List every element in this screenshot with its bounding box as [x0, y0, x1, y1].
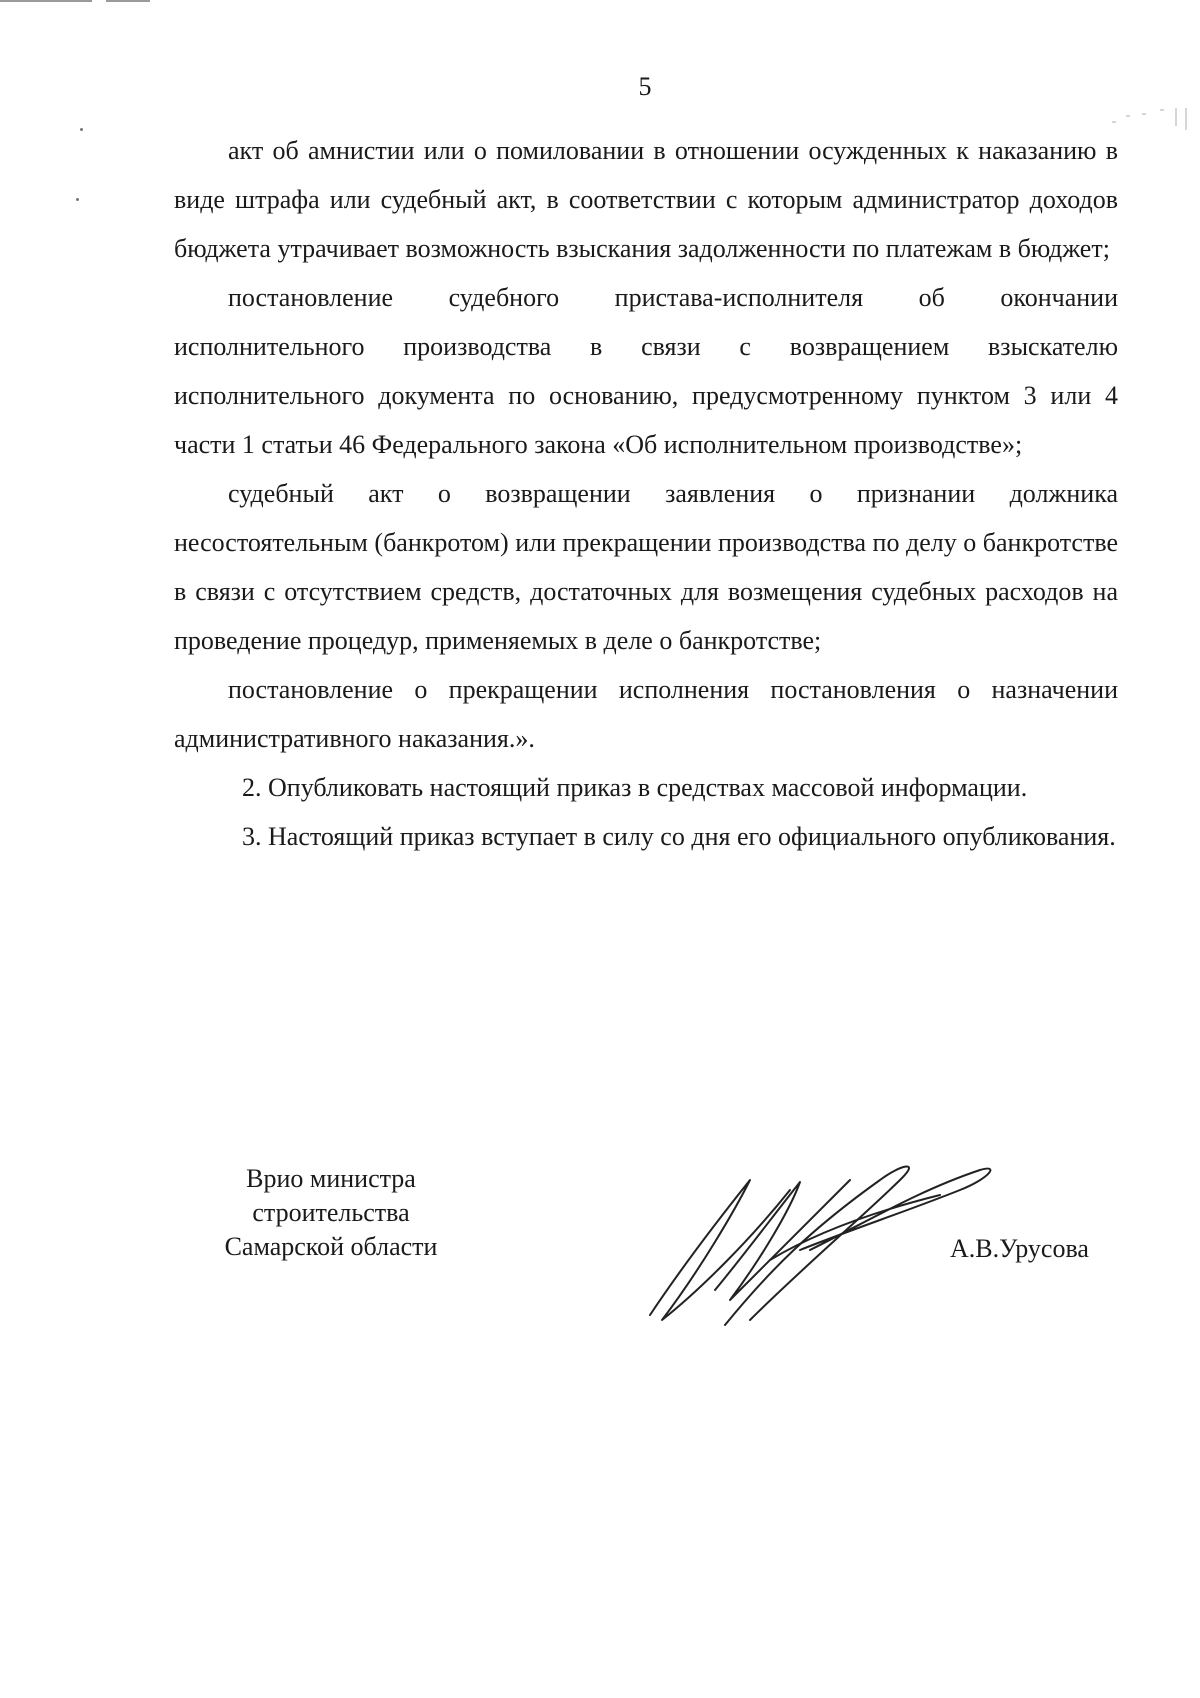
- paragraph-bailiff-resolution: постановление судебного пристава-исполнителя об окончании исполнительного производства в связи с возвращением взыскателю исполнительного документа по основанию, предусмотренному пунктом 3 или 4 части 1 статьи 46 Федерального закона «Об исполнительном производстве»;: [174, 283, 1118, 459]
- signatory-title: [196, 1162, 466, 1264]
- paragraph-termination-resolution: постановление о прекращении исполнения постановления о назначении административного наказания.».: [174, 675, 1118, 753]
- signatory-title-line: строительства: [252, 1198, 410, 1227]
- scan-edge-mark: [106, 0, 150, 2]
- signatory-name: А.В.Урусова: [950, 1234, 1089, 1263]
- clause-2-publish: 2. Опубликовать настоящий приказ в средствах массовой информации.: [242, 773, 1028, 802]
- scan-dot: [76, 198, 79, 201]
- paragraph-bankruptcy-court-act: судебный акт о возвращении заявления о признании должника несостоятельным (банкротом) или прекращении производства по делу о банкротстве в связи с отсутствием средств, достаточных для возмещения судебных расходов на проведение процедур, применяемых в деле о банкротстве;: [174, 479, 1118, 655]
- signatory-title-line: Самарской области: [224, 1232, 438, 1261]
- document-body: [174, 126, 1118, 861]
- scan-edge-mark: [0, 0, 92, 2]
- scan-dot: [80, 128, 83, 131]
- page-number: 5: [638, 72, 652, 101]
- signatory-title-line: Врио министра: [246, 1164, 416, 1193]
- clause-3-entry-into-force: 3. Настоящий приказ вступает в силу со дня его официального опубликования.: [242, 822, 1116, 851]
- paragraph-amnesty-act: акт об амнистии или о помиловании в отношении осужденных к наказанию в виде штрафа или судебный акт, в соответствии с которым администратор доходов бюджета утрачивает возможность взыскания задолженности по платежам в бюджет;: [174, 136, 1118, 263]
